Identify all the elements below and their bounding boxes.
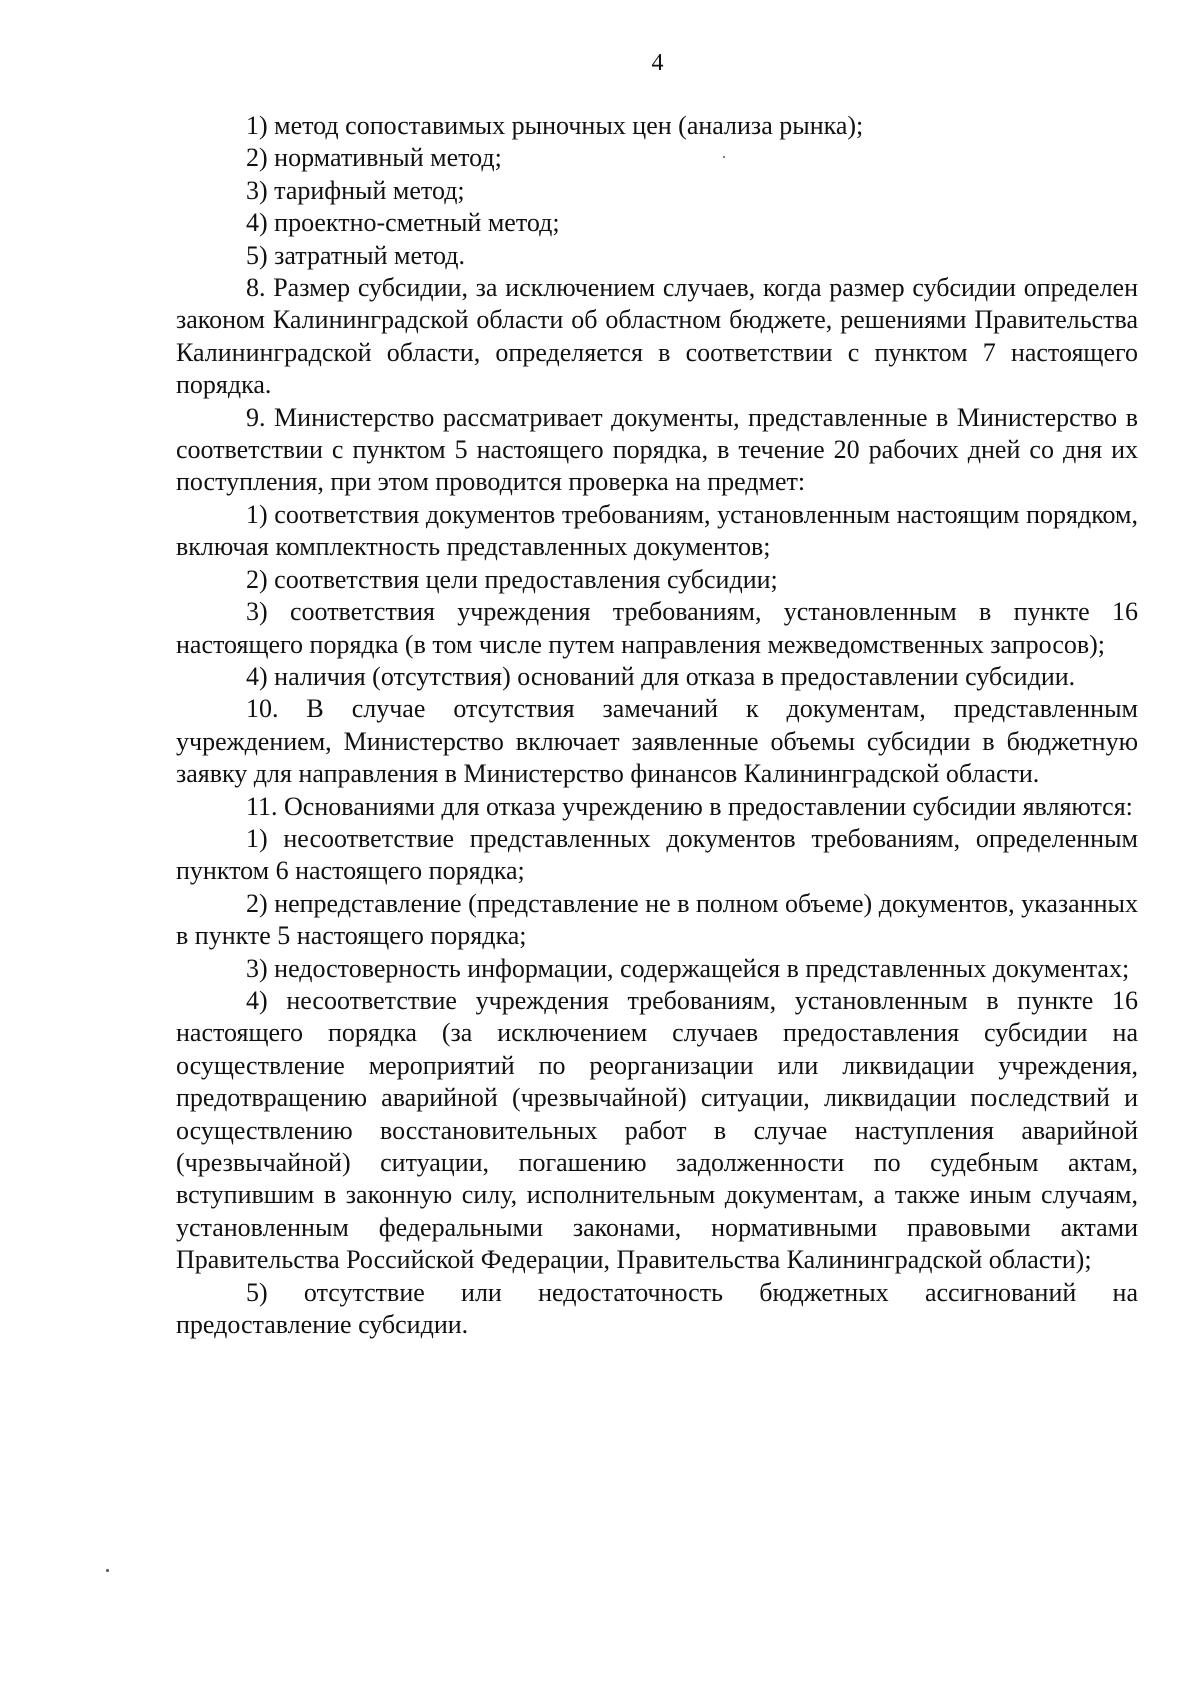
paragraph: 1) соответствия документов требованиям, установленным настоящим порядком, включая комплектность представленных документов; — [176, 499, 1138, 562]
paragraph: 1) метод сопоставимых рыночных цен (анализа рынка); — [246, 111, 864, 140]
document-body — [176, 110, 1138, 1341]
paragraph: 9. Министерство рассматривает документы, представленные в Министерство в соответствии с пунктом 5 настоящего порядка, в течение 20 рабочих дней со дня их поступления, при этом проводится проверка на предмет: — [176, 402, 1138, 497]
paragraph: 3) соответствия учреждения требованиям, установленным в пункте 16 настоящего порядка (в том числе путем направления межведомственных запросов); — [176, 597, 1138, 659]
paragraph: 2) непредставление (представление не в полном объеме) документов, указанных в пункте 5 настоящего порядка; — [176, 888, 1138, 951]
paragraph: 10. В случае отсутствия замечаний к документам, представленным учреждением, Министерство включает заявленные объемы субсидии в бюджетную заявку для направления в Министерство финансов Калининградской области. — [176, 694, 1138, 789]
page-number: 4 — [651, 50, 664, 76]
paragraph: 1) несоответствие представленных документов требованиям, определенным пунктом 6 настоящего порядка; — [176, 823, 1138, 886]
scan-speck — [106, 1569, 109, 1572]
scan-speck — [723, 156, 725, 158]
paragraph: 4) несоответствие учреждения требованиям, установленным в пункте 16 настоящего порядка (за исключением случаев предоставления субсидии на осуществление мероприятий по реорганизации или ликвидации учреждения, предотвращению аварийной (чрезвычайной) ситуации, ликвидации последствий и осуществлению восстановительных работ в случае наступления аварийной (чрезвычайной) ситуации, погашению задолженности по судебным актам, вступившим в законную силу, исполнительным документам, а также иным случаям, установленным федеральными законами, нормативными правовыми актами Правительства Российской Федерации, Правительства Калининградской области); — [176, 985, 1138, 1275]
paragraph: 4) наличия (отсутствия) оснований для отказа в предоставлении субсидии. — [246, 661, 1076, 691]
paragraph: 5) отсутствие или недостаточность бюджетных ассигнований на предоставление субсидии. — [176, 1277, 1138, 1340]
paragraph: 11. Основаниями для отказа учреждению в предоставлении субсидии являются: — [246, 791, 1133, 821]
paragraph: 4) проектно-сметный метод; — [246, 208, 560, 238]
paragraph: 3) недостоверность информации, содержащейся в представленных документах; — [246, 953, 1130, 983]
paragraph: 5) затратный метод. — [246, 240, 465, 270]
paragraph: 8. Размер субсидии, за исключением случаев, когда размер субсидии определен законом Калининградской области об областном бюджете, решениями Правительства Калининградской области, определяется в соответствии с пунктом 7 настоящего порядка. — [176, 273, 1138, 400]
paragraph: 2) нормативный метод; — [246, 143, 502, 173]
paragraph: 2) соответствия цели предоставления субсидии; — [246, 564, 778, 594]
paragraph: 3) тарифный метод; — [246, 175, 465, 205]
